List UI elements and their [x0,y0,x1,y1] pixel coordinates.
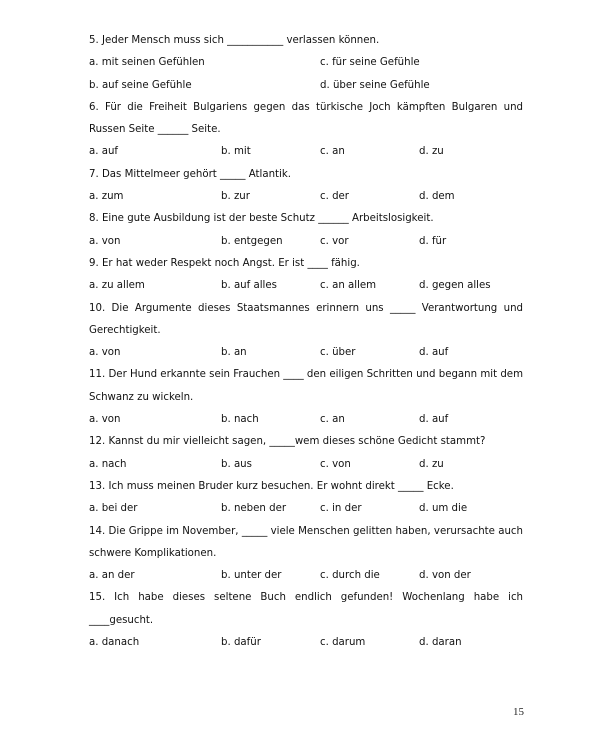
answer-option-b: b. unter der [221,570,282,582]
answer-option-c: c. vor [320,235,349,247]
question-text: 7. Das Mittelmeer gehört _____ Atlantik. [89,168,292,180]
question-text: 15. Ich habe dieses seltene Buch endlich gefunden! Wochenlang habe ich ____gesucht. [89,592,523,626]
answer-option-c: c. an allem [320,280,377,292]
answer-options [89,454,523,476]
question-text: 10. Die Argumente dieses Staatsmannes erinnern uns _____ Verantwortung und Gerechtigkeit. [89,302,523,336]
answer-option-d: d. dem [419,191,455,203]
answer-option-a: a. zu allem [89,280,145,292]
answer-options [89,632,523,654]
answer-option-a: a. bei der [89,503,138,515]
answer-option-c: c. in der [320,503,362,515]
answer-option-d: d. um die [419,503,468,515]
answer-options [89,342,523,364]
answer-option-a: a. von [89,347,121,359]
answer-option-b: b. aus [221,458,252,470]
answer-option-d: d. zu [419,458,444,470]
answer-option-b: b. nach [221,414,259,426]
answer-option-d: d. über seine Gefühle [320,79,430,91]
answer-option-c: c. an [320,146,345,158]
answer-option-d: d. für [419,235,447,247]
question-text: 11. Der Hund erkannte sein Frauchen ____ den eiligen Schritten und begann mit dem Schwanz zu wickeln. [89,369,523,403]
answer-option-c: c. für seine Gefühle [320,57,420,69]
answer-option-a: a. an der [89,570,135,582]
answer-option-c: c. über [320,347,356,359]
answer-options [89,409,523,431]
answer-options-row-2 [89,75,523,97]
question-text: 12. Kannst du mir vielleicht sagen, _____wem dieses schöne Gedicht stammt? [89,436,486,448]
answer-option-a: a. von [89,414,121,426]
answer-option-d: d. auf [419,414,449,426]
exercise-list [89,30,523,654]
question-12 [89,431,523,476]
answer-option-b: b. zur [221,191,250,203]
answer-option-b: b. dafür [221,637,261,649]
answer-option-b: b. auf seine Gefühle [89,79,192,91]
answer-option-a: a. nach [89,458,127,470]
answer-option-c: c. darum [320,637,366,649]
answer-option-d: d. auf [419,347,449,359]
question-text: 14. Die Grippe im November, _____ viele Menschen gelitten haben, verursachte auch schwere Komplikationen. [89,525,523,559]
answer-option-b: b. auf alles [221,280,277,292]
answer-options [89,498,523,520]
answer-option-d: d. zu [419,146,444,158]
answer-option-c: c. von [320,458,351,470]
question-13 [89,476,523,521]
question-6 [89,97,523,164]
answer-options [89,275,523,297]
answer-options [89,186,523,208]
question-5 [89,30,523,97]
answer-options-row-1 [89,52,523,74]
answer-option-a: a. mit seinen Gefühlen [89,57,205,69]
question-11 [89,364,523,431]
answer-option-a: a. zum [89,191,124,203]
answer-options [89,141,523,163]
answer-option-b: b. an [221,347,247,359]
question-text: 9. Er hat weder Respekt noch Angst. Er ist ____ fähig. [89,257,360,269]
answer-options [89,231,523,253]
answer-option-a: a. danach [89,637,140,649]
answer-option-b: b. mit [221,146,251,158]
question-14 [89,521,523,588]
question-text: 5. Jeder Mensch muss sich ___________ verlassen können. [89,35,380,46]
answer-option-d: d. daran [419,637,462,649]
answer-option-c: c. der [320,191,350,203]
question-text: 13. Ich muss meinen Bruder kurz besuchen. Er wohnt direkt _____ Ecke. [89,480,454,492]
answer-options [89,565,523,587]
answer-option-d: d. gegen alles [419,280,491,292]
answer-option-c: c. durch die [320,570,380,582]
answer-option-b: b. entgegen [221,235,283,247]
page-number: 15 [513,706,524,718]
answer-option-a: a. auf [89,146,119,158]
answer-option-d: d. von der [419,570,471,582]
answer-option-b: b. neben der [221,503,287,515]
question-text: 8. Eine gute Ausbildung ist der beste Schutz ______ Arbeitslosigkeit. [89,213,434,225]
question-8 [89,208,523,253]
answer-option-a: a. von [89,235,121,247]
question-15 [89,587,523,654]
question-9 [89,253,523,298]
question-text: 6. Für die Freiheit Bulgariens gegen das türkische Joch kämpften Bulgaren und Russen Seite ______ Seite. [89,101,523,136]
question-7 [89,164,523,209]
question-10 [89,298,523,365]
answer-option-c: c. an [320,414,345,426]
